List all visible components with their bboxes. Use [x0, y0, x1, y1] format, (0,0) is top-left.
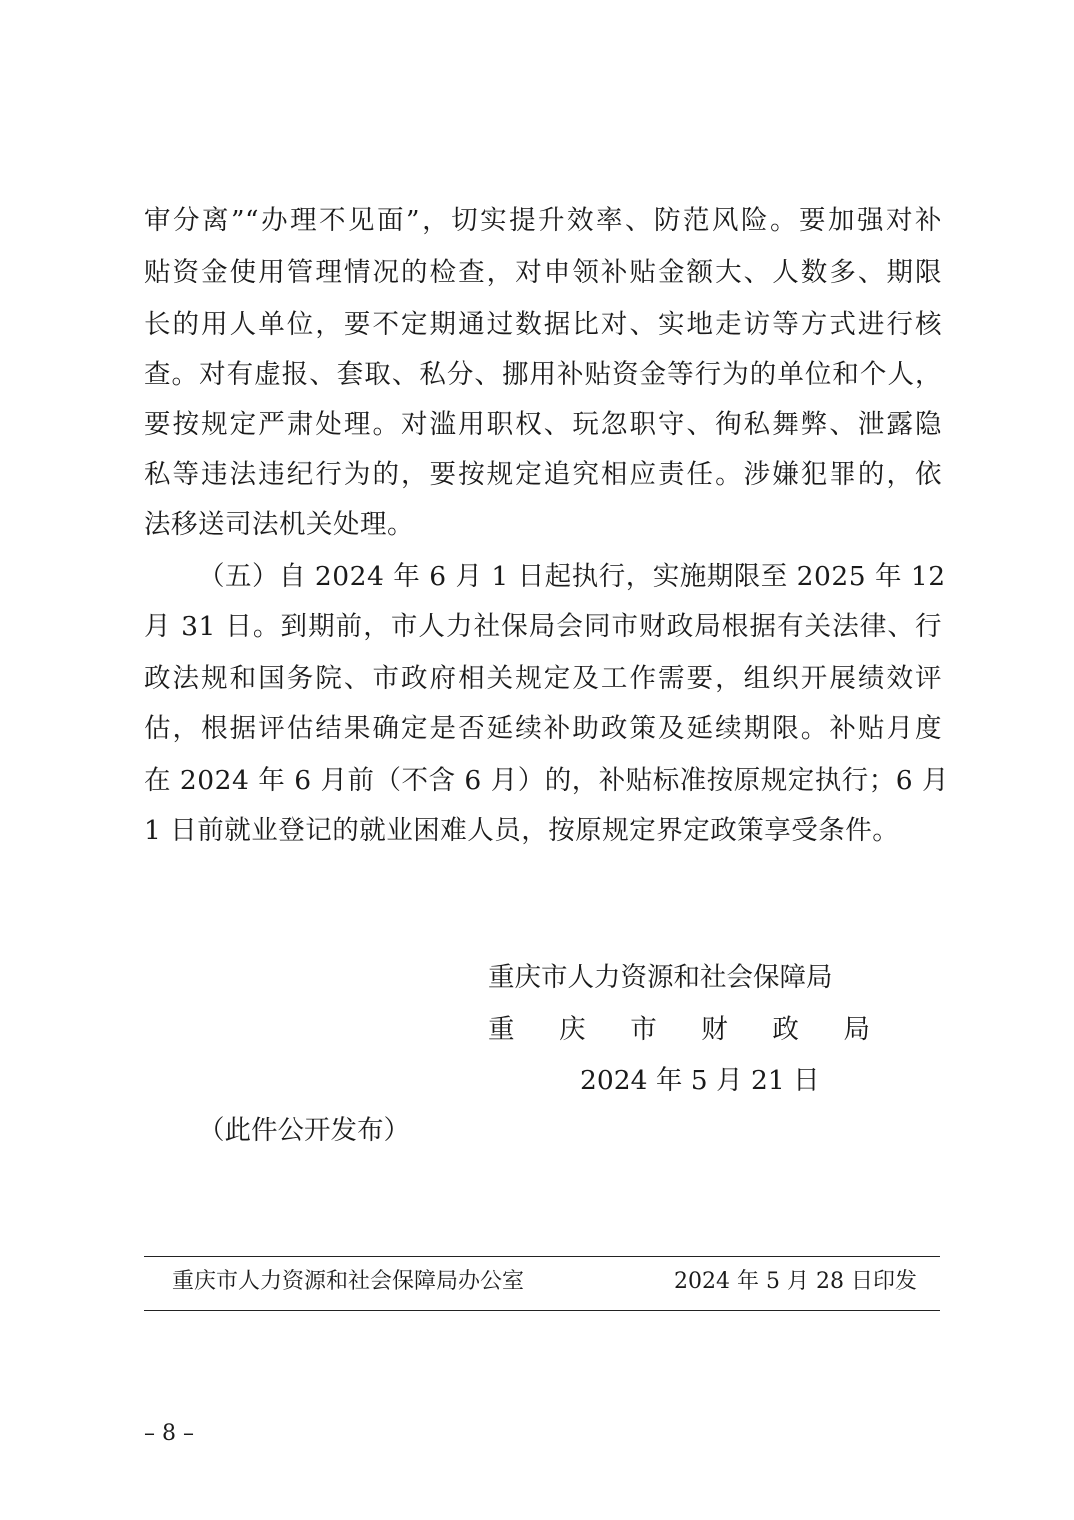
- paragraph-line: 法移送司法机关处理。: [144, 509, 414, 540]
- paragraph-line: 月 31 日。到期前，市人力社保局会同市财政局根据有关法律、行: [144, 611, 942, 642]
- paragraph-line: 私等违法违纪行为的，要按规定追究相应责任。涉嫌犯罪的，依: [144, 459, 942, 490]
- paragraph-line: 要按规定严肃处理。对滥用职权、玩忽职守、徇私舞弊、泄露隐: [144, 409, 942, 440]
- signature-date: 2024 年 5 月 21 日: [580, 1065, 820, 1096]
- footer-issue-date: 2024 年 5 月 28 日印发: [674, 1269, 917, 1294]
- paragraph-line: 审分离”“办理不见面”，切实提升效率、防范风险。要加强对补: [144, 205, 942, 236]
- paragraph-line: 贴资金使用管理情况的检查，对申领补贴金额大、人数多、期限: [144, 257, 942, 288]
- paragraph-line: 长的用人单位，要不定期通过数据比对、实地走访等方式进行核: [144, 309, 942, 340]
- paragraph-line: 估，根据评估结果确定是否延续补助政策及延续期限。补贴月度: [144, 713, 942, 744]
- page-number: – 8 –: [144, 1421, 194, 1446]
- footer-bottom-rule: [144, 1310, 940, 1311]
- footer-top-rule: [144, 1256, 940, 1257]
- paragraph-line: 在 2024 年 6 月前（不含 6 月）的，补贴标准按原规定执行；6 月: [144, 765, 949, 796]
- publication-note: （此件公开发布）: [198, 1115, 410, 1146]
- paragraph-line: （五）自 2024 年 6 月 1 日起执行，实施期限至 2025 年 12: [198, 561, 946, 592]
- paragraph-line: 政法规和国务院、市政府相关规定及工作需要，组织开展绩效评: [144, 663, 942, 694]
- signature-org-finance: 重 庆 市 财 政 局: [488, 1014, 870, 1045]
- paragraph-line: 查。对有虚报、套取、私分、挪用补贴资金等行为的单位和个人，: [144, 359, 942, 390]
- signature-org-hrss: 重庆市人力资源和社会保障局: [488, 962, 833, 993]
- paragraph-line: 1 日前就业登记的就业困难人员，按原规定界定政策享受条件。: [144, 815, 900, 846]
- footer-issuer: 重庆市人力资源和社会保障局办公室: [172, 1269, 525, 1294]
